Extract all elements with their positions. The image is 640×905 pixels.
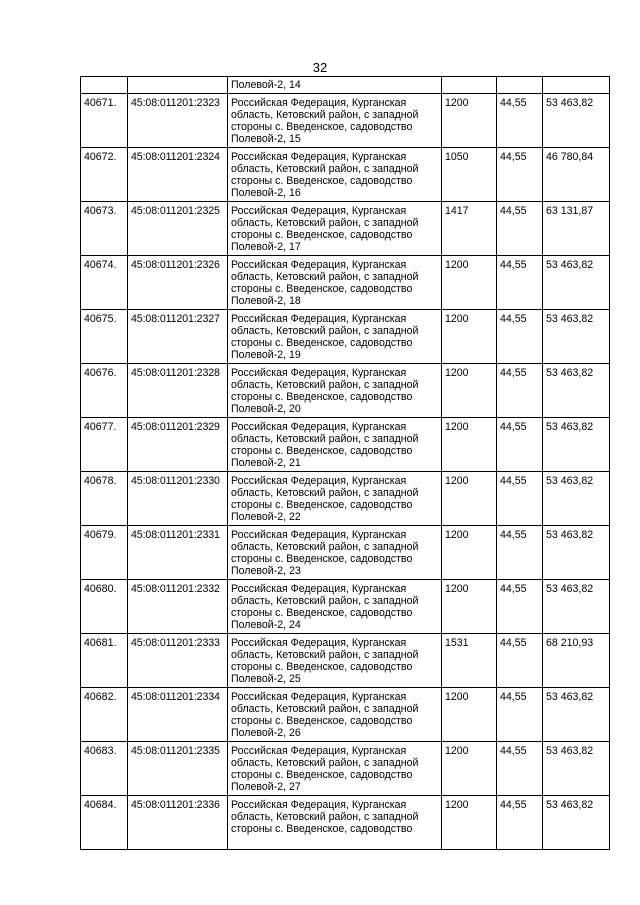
rate-cell: 44,55 (497, 418, 543, 472)
area-cell: 1050 (442, 148, 497, 202)
table-row (81, 148, 610, 202)
address-cell: Российская Федерация, Курганская область, Кетовский район, с западной стороны с. Введенское, садоводство Полевой-2, 26 (228, 688, 442, 742)
row-number-cell: 40672. (81, 148, 128, 202)
table-row (81, 688, 610, 742)
cadastral-number-cell: 45:08:011201:2331 (128, 526, 228, 580)
table-row (81, 796, 610, 850)
row-number-cell: 40679. (81, 526, 128, 580)
cadastral-number-cell: 45:08:011201:2323 (128, 94, 228, 148)
rate-cell: 44,55 (497, 148, 543, 202)
address-cell: Российская Федерация, Курганская область, Кетовский район, с западной стороны с. Введенское, садоводство Полевой-2, 17 (228, 202, 442, 256)
area-cell (442, 77, 497, 94)
cadastral-number-cell: 45:08:011201:2334 (128, 688, 228, 742)
area-cell: 1200 (442, 418, 497, 472)
cost-cell: 53 463,82 (543, 580, 610, 634)
cost-cell: 53 463,82 (543, 526, 610, 580)
cost-cell: 53 463,82 (543, 418, 610, 472)
cost-cell (543, 77, 610, 94)
area-cell: 1200 (442, 310, 497, 364)
cost-cell: 63 131,87 (543, 202, 610, 256)
rate-cell: 44,55 (497, 472, 543, 526)
land-plot-table (80, 76, 610, 850)
row-number-cell: 40681. (81, 634, 128, 688)
address-cell: Российская Федерация, Курганская область, Кетовский район, с западной стороны с. Введенское, садоводство Полевой-2, 20 (228, 364, 442, 418)
cadastral-number-cell (128, 77, 228, 94)
area-cell: 1200 (442, 472, 497, 526)
address-cell: Российская Федерация, Курганская область, Кетовский район, с западной стороны с. Введенское, садоводство (228, 796, 442, 850)
rate-cell: 44,55 (497, 634, 543, 688)
row-number-cell: 40683. (81, 742, 128, 796)
address-cell: Российская Федерация, Курганская область, Кетовский район, с западной стороны с. Введенское, садоводство Полевой-2, 22 (228, 472, 442, 526)
address-cell: Российская Федерация, Курганская область, Кетовский район, с западной стороны с. Введенское, садоводство Полевой-2, 25 (228, 634, 442, 688)
table-row (81, 202, 610, 256)
rate-cell (497, 77, 543, 94)
address-cell: Российская Федерация, Курганская область, Кетовский район, с западной стороны с. Введенское, садоводство Полевой-2, 15 (228, 94, 442, 148)
cost-cell: 53 463,82 (543, 256, 610, 310)
rate-cell: 44,55 (497, 202, 543, 256)
cadastral-number-cell: 45:08:011201:2333 (128, 634, 228, 688)
row-number-cell: 40678. (81, 472, 128, 526)
cadastral-number-cell: 45:08:011201:2327 (128, 310, 228, 364)
row-number-cell: 40671. (81, 94, 128, 148)
cost-cell: 46 780,84 (543, 148, 610, 202)
cadastral-number-cell: 45:08:011201:2328 (128, 364, 228, 418)
cost-cell: 68 210,93 (543, 634, 610, 688)
table-row (81, 418, 610, 472)
table-row (81, 634, 610, 688)
row-number-cell: 40676. (81, 364, 128, 418)
address-cell: Российская Федерация, Курганская область, Кетовский район, с западной стороны с. Введенское, садоводство Полевой-2, 23 (228, 526, 442, 580)
cadastral-number-cell: 45:08:011201:2325 (128, 202, 228, 256)
address-cell: Полевой-2, 14 (228, 77, 442, 94)
cost-cell: 53 463,82 (543, 310, 610, 364)
cadastral-number-cell: 45:08:011201:2336 (128, 796, 228, 850)
cost-cell: 53 463,82 (543, 688, 610, 742)
cost-cell: 53 463,82 (543, 742, 610, 796)
area-cell: 1200 (442, 364, 497, 418)
rate-cell: 44,55 (497, 580, 543, 634)
area-cell: 1531 (442, 634, 497, 688)
cadastral-number-cell: 45:08:011201:2332 (128, 580, 228, 634)
cost-cell: 53 463,82 (543, 94, 610, 148)
area-cell: 1200 (442, 688, 497, 742)
area-cell: 1200 (442, 94, 497, 148)
address-cell: Российская Федерация, Курганская область, Кетовский район, с западной стороны с. Введенское, садоводство Полевой-2, 19 (228, 310, 442, 364)
address-cell: Российская Федерация, Курганская область, Кетовский район, с западной стороны с. Введенское, садоводство Полевой-2, 16 (228, 148, 442, 202)
table-row (81, 310, 610, 364)
row-number-cell: 40680. (81, 580, 128, 634)
area-cell: 1200 (442, 742, 497, 796)
rate-cell: 44,55 (497, 742, 543, 796)
area-cell: 1200 (442, 580, 497, 634)
address-cell: Российская Федерация, Курганская область, Кетовский район, с западной стороны с. Введенское, садоводство Полевой-2, 18 (228, 256, 442, 310)
row-number-cell: 40673. (81, 202, 128, 256)
table-body (81, 77, 610, 850)
row-number-cell: 40682. (81, 688, 128, 742)
table-row-continued (81, 77, 610, 94)
table-row (81, 580, 610, 634)
address-cell: Российская Федерация, Курганская область, Кетовский район, с западной стороны с. Введенское, садоводство Полевой-2, 24 (228, 580, 442, 634)
row-number-cell: 40675. (81, 310, 128, 364)
rate-cell: 44,55 (497, 364, 543, 418)
rate-cell: 44,55 (497, 256, 543, 310)
cadastral-number-cell: 45:08:011201:2329 (128, 418, 228, 472)
page-number: 32 (312, 60, 328, 75)
area-cell: 1417 (442, 202, 497, 256)
table-row (81, 364, 610, 418)
rate-cell: 44,55 (497, 94, 543, 148)
row-number-cell: 40677. (81, 418, 128, 472)
table-row (81, 94, 610, 148)
cadastral-number-cell: 45:08:011201:2330 (128, 472, 228, 526)
row-number-cell: 40674. (81, 256, 128, 310)
table-row (81, 526, 610, 580)
table-row (81, 256, 610, 310)
area-cell: 1200 (442, 796, 497, 850)
row-number-cell: 40684. (81, 796, 128, 850)
table-row (81, 472, 610, 526)
address-cell: Российская Федерация, Курганская область, Кетовский район, с западной стороны с. Введенское, садоводство Полевой-2, 27 (228, 742, 442, 796)
rate-cell: 44,55 (497, 310, 543, 364)
row-number-cell (81, 77, 128, 94)
rate-cell: 44,55 (497, 796, 543, 850)
cost-cell: 53 463,82 (543, 364, 610, 418)
cadastral-number-cell: 45:08:011201:2326 (128, 256, 228, 310)
cost-cell: 53 463,82 (543, 796, 610, 850)
rate-cell: 44,55 (497, 688, 543, 742)
cost-cell: 53 463,82 (543, 472, 610, 526)
area-cell: 1200 (442, 256, 497, 310)
cadastral-number-cell: 45:08:011201:2324 (128, 148, 228, 202)
rate-cell: 44,55 (497, 526, 543, 580)
cadastral-number-cell: 45:08:011201:2335 (128, 742, 228, 796)
area-cell: 1200 (442, 526, 497, 580)
address-cell: Российская Федерация, Курганская область, Кетовский район, с западной стороны с. Введенское, садоводство Полевой-2, 21 (228, 418, 442, 472)
table-row (81, 742, 610, 796)
